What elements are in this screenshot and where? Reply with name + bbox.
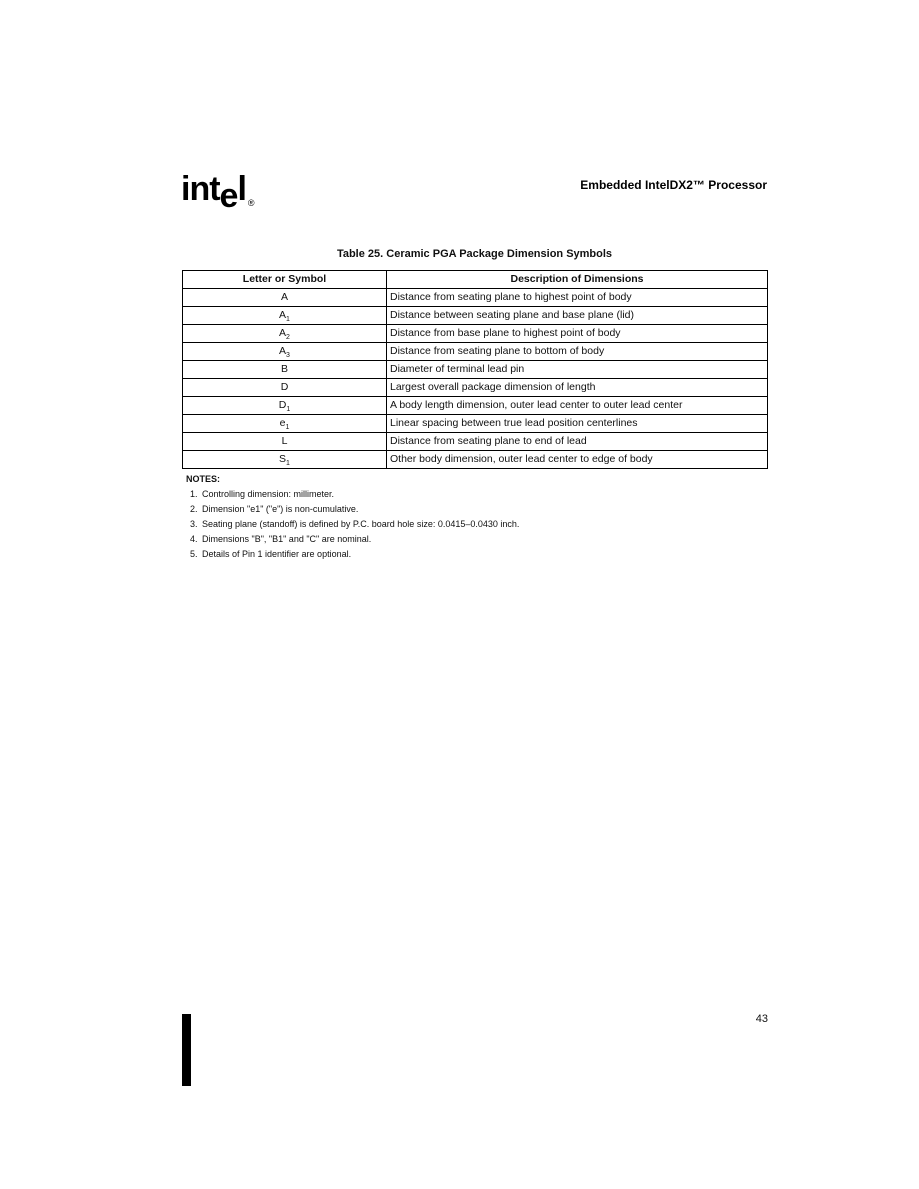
symbol-letter: A <box>279 345 287 357</box>
table-row <box>183 397 768 415</box>
symbol-cell <box>183 397 387 415</box>
table-row <box>183 289 768 307</box>
description-cell: Distance from base plane to highest point of body <box>387 325 768 343</box>
intel-logo-l: l <box>237 170 246 208</box>
note-item: 3. Seating plane (standoff) is defined by P.C. board hole size: 0.0415–0.0430 inch. <box>200 517 519 532</box>
change-bar <box>182 1014 191 1086</box>
registered-mark-icon: ® <box>247 198 254 208</box>
symbol-cell <box>183 379 387 397</box>
page-header-title: Embedded IntelDX2™ Processor <box>580 178 767 192</box>
symbol-letter: D <box>280 381 289 393</box>
symbol-letter: B <box>280 363 288 375</box>
description-cell: Distance from seating plane to bottom of body <box>387 343 768 361</box>
description-cell: Distance from seating plane to end of lead <box>387 433 768 451</box>
notes-list <box>186 487 519 562</box>
symbol-subscript: 1 <box>286 460 290 468</box>
table-row <box>183 325 768 343</box>
description-cell: Distance from seating plane to highest point of body <box>387 289 768 307</box>
symbol-cell <box>183 343 387 361</box>
symbol-letter: D <box>278 399 287 411</box>
symbol-letter: A <box>280 291 288 303</box>
table-row <box>183 451 768 469</box>
note-item: 4. Dimensions "B", "B1" and "C" are nominal. <box>200 532 519 547</box>
description-cell: Other body dimension, outer lead center to edge of body <box>387 451 768 469</box>
symbol-cell <box>183 451 387 469</box>
table-row <box>183 415 768 433</box>
table-header-row <box>183 271 768 289</box>
intel-logo <box>181 170 254 215</box>
table-caption: Table 25. Ceramic PGA Package Dimension Symbols <box>336 248 613 260</box>
column-header-symbol: Letter or Symbol <box>183 271 387 289</box>
symbol-subscript: 1 <box>286 316 290 324</box>
symbol-cell <box>183 433 387 451</box>
intel-logo-e: e <box>219 177 238 215</box>
note-item: 2. Dimension "e1" ("e") is non-cumulative. <box>200 502 519 517</box>
symbol-cell <box>183 289 387 307</box>
symbol-letter: e <box>279 417 286 429</box>
description-cell: Linear spacing between true lead position centerlines <box>387 415 768 433</box>
table-row <box>183 307 768 325</box>
page-number: 43 <box>755 1013 768 1025</box>
symbol-letter: S <box>279 453 287 465</box>
description-cell: Diameter of terminal lead pin <box>387 361 768 379</box>
table-row <box>183 361 768 379</box>
symbol-letter: A <box>279 327 287 339</box>
symbol-subscript: 1 <box>285 424 290 432</box>
table-row <box>183 433 768 451</box>
table-row <box>183 343 768 361</box>
table-row <box>183 379 768 397</box>
symbol-cell <box>183 325 387 343</box>
symbol-cell <box>183 361 387 379</box>
symbol-cell <box>183 307 387 325</box>
description-cell: A body length dimension, outer lead center to outer lead center <box>387 397 768 415</box>
intel-logo-int: int <box>181 170 220 208</box>
notes-heading: NOTES: <box>186 474 221 484</box>
table-body <box>183 289 768 469</box>
symbol-cell <box>183 415 387 433</box>
symbol-letter: A <box>279 309 287 321</box>
description-cell: Largest overall package dimension of length <box>387 379 768 397</box>
description-cell: Distance between seating plane and base plane (lid) <box>387 307 768 325</box>
dimension-symbols-table <box>182 270 768 469</box>
symbol-subscript: 2 <box>286 334 290 342</box>
note-item: 1. Controlling dimension: millimeter. <box>200 487 519 502</box>
symbol-subscript: 1 <box>286 406 291 414</box>
note-item: 5. Details of Pin 1 identifier are optional. <box>200 547 519 562</box>
symbol-subscript: 3 <box>286 352 290 360</box>
column-header-description: Description of Dimensions <box>387 271 768 289</box>
symbol-letter: L <box>281 435 288 447</box>
notes-section <box>186 472 519 562</box>
